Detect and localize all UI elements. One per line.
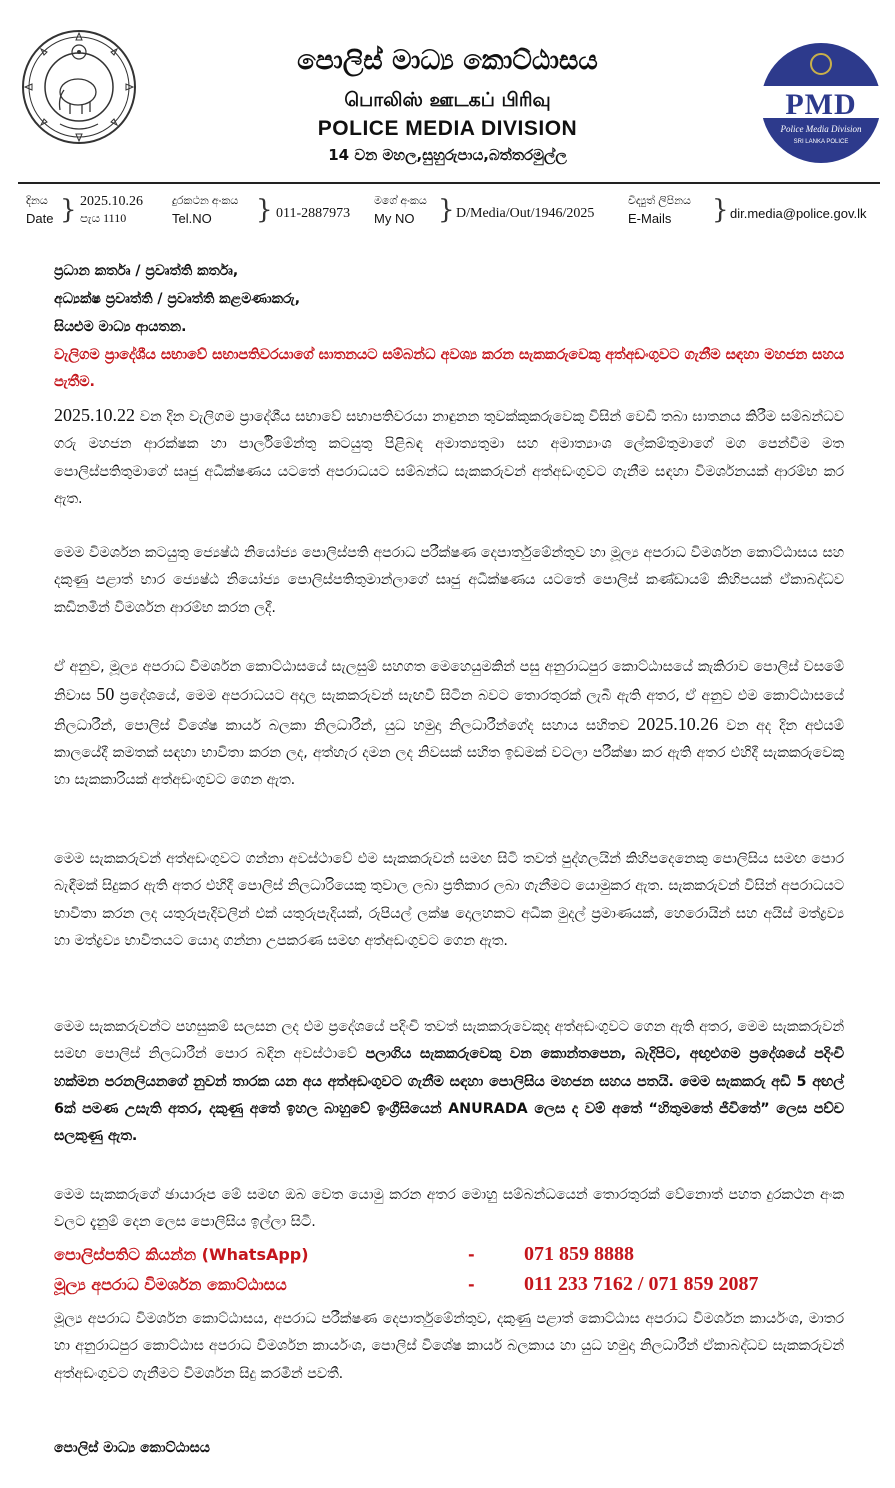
- tel-bracket: }: [256, 195, 273, 225]
- myno-label: මගේ අංකය My NO: [374, 195, 427, 226]
- header-divider: [18, 182, 880, 184]
- email-label: විද්‍යුත් ලිපිනය E-Mails: [628, 195, 691, 226]
- contact-label: මූල්‍ය අපරාධ විමර්ශන කොට්ඨාසය: [54, 1275, 287, 1294]
- addressee-line-1: ප්‍රධාන කර්තෘ / ප්‍රවෘත්ති කර්තෘ,: [54, 263, 239, 279]
- tel-value: 011-2887973: [276, 206, 351, 221]
- paragraph-3: ඒ අනුව, මූල්‍ය අපරාධ විමර්ශන කොට්ඨාසයේ සැලසුම් සහගත මෙහෙයුමකින් පසු අනුරාධපුර කොට්ඨාසයේ කැකිරාව පොලිස් වසමේ නිවාස 50 ප්‍රදේශයේ, මෙම අපරාධයට අදාල සැකකරුවන් සැඟවී සිටින බවට තොරතුරක් ලැබී ඇති අතර, ඒ අනුව එම කොට්ඨාසයේ නිලධාරීන්, පොලිස් විශේෂ කාර්ය බලකා නිලධාරීන්, යුධ හමුදා නිලධාරීන්ගේද සහාය සහිතව 2025.10.26 වන අද දින අළුයම් කාලයේදී කමතක් සඳහා භාවිතා කරන ලද, අත්හැර දමන ලද නිවසක් සහිත ඉඩමක් වටලා පරීක්ෂා කර ඇති අතර එහිදී සැකකරුවෙකු හා සැකකාරියක් අත්අඩංගුවට ගෙන ඇත.: [54, 659, 844, 789]
- header-title-sinhala: පොලිස් මාධ්‍ය කොට්ඨාසය: [297, 45, 598, 76]
- contact-number[interactable]: 011 233 7162 / 071 859 2087: [524, 1273, 759, 1295]
- contact-number[interactable]: 071 859 8888: [524, 1243, 634, 1265]
- header-title-tamil: பொலிஸ் ஊடகப் பிரிவு: [344, 89, 551, 111]
- pmd-logo-subtext: Police Media Division: [780, 124, 862, 134]
- paragraph-5: මෙම සැකකරුවන්ට පහසුකම් සලසන ලද එම ප්‍රදේශයේ පදිංචි තවත් සැකකරුවෙකුද අත්අඩංගුවට ගෙන ඇති අතර, මෙම සැකකරුවන් සමඟ පොලිස් නිලධාරීන් පොර බඳින අවස්ථාවේ පලාගිය සැකකරුවෙකු වන කොන්තපෙන, බැදිපිට, අඟුළුගම ප්‍රදේශයේ පදිංචි හක්මන පරනලියනගේ නුවන් තාරක යන අය අත්අඩංගුවට ගැනීම සඳහා පොලිසිය මහජන සහය පතයි. මෙම සැකකරු අඩි 5 අඟල් 6ක් පමණ උසැති අතර, දකුණු අතේ ඉහල බාහුවේ ඉංග්‍රීසියෙන් ANURADA ලෙස ද වම් අතේ “හිතුමතේ ජීවිතේ” ලෙස පච්ච සලකුණු ඇත.: [54, 1019, 845, 1145]
- contact-dash: -: [468, 1245, 475, 1264]
- contact-dash: -: [468, 1275, 475, 1294]
- header-address: 14 වන මහල,සුහුරුපාය,බත්තරමුල්ල: [328, 146, 567, 164]
- addressee-line-3: සියළුම මාධ්‍ය ආයතන.: [54, 319, 187, 335]
- date-value: 2025.10.26 පැය 1110: [80, 194, 143, 225]
- contact-row-whatsapp: [54, 1245, 854, 1273]
- pmd-logo-footer: SRI LANKA POLICE: [793, 139, 849, 145]
- myno-bracket: }: [438, 195, 455, 225]
- date-bracket: }: [60, 195, 77, 225]
- email-value[interactable]: dir.media@police.gov.lk: [730, 206, 867, 221]
- pmd-logo: [756, 38, 886, 168]
- tel-label: දුරකථන අංකය Tel.NO: [172, 195, 239, 226]
- subject-heading: වැලිගම ප්‍රාදේශීය සභාවේ සභාපතිවරයාගේ ඝාතනයට සම්බන්ධ අවශ්‍ය කරන සැකකරුවෙකු අත්අඩංගුවට ගැනීම සඳහා මහජන සහය පැතීම.: [54, 347, 844, 391]
- header-title-english: POLICE MEDIA DIVISION: [317, 117, 578, 140]
- email-bracket: }: [712, 195, 729, 225]
- addressee-line-2: අධ්‍යක්ෂ ප්‍රවෘත්ති / ප්‍රවෘත්ති කළමණාකරු,: [54, 291, 301, 307]
- paragraph-6: මෙම සැකකරුගේ ඡායාරූප මේ සමඟ ඔබ වෙත යොමු කරන අතර මොහු සම්බන්ධයෙන් තොරතුරක් වේනොත් පහත දුරකථන අංක වලට දැනුම් දෙන ලෙස පොලිසිය ඉල්ලා සිටී.: [54, 1187, 844, 1231]
- paragraph-7: මූල්‍ය අපරාධ විමර්ශන කොට්ඨාසය, අපරාධ පරීක්ෂණ දෙපාර්තුමේන්තුව, දකුණු පළාත් කොට්ඨාස අපරාධ විමර්ශන කාර්යංශ, මාතර හා අනුරාධපුර කොට්ඨාස අපරාධ විමර්ශන කාර්යංශ, පොලිස් විශේෂ කාර්ය බලකාය හා යුධ හමුදා නිලධාරීන් ඒකාබද්ධව සැකකරුවන් අත්අඩංගුවට ගැනීමට විමර්ශන සිදු කරමින් පවතී.: [54, 1311, 844, 1382]
- contact-label: පොලිස්පතිට කියන්න (WhatsApp): [54, 1245, 309, 1264]
- pmd-logo-text: PMD: [785, 88, 857, 121]
- myno-value: D/Media/Out/1946/2025: [456, 206, 595, 221]
- contact-row-fcid: [54, 1275, 854, 1303]
- paragraph-2: මෙම විමර්ශන කටයුතු ජ්‍යෙෂ්ඨ නියෝජ්‍ය පොලිස්පති අපරාධ පරීක්ෂණ දෙපාර්තුමේන්තුව හා මූල්‍ය අපරාධ විමර්ශන කොට්ඨාසය සහ දකුණු පළාත් භාර ජ්‍යෙෂ්ඨ නියෝජ්‍ය පොලිස්පතිතුමාන්ලාගේ සෘජු අධීක්ෂණය යටතේ පොලිස් කණ්ඩායම් කිහිපයක් ඒකාබද්ධව කඩිනමින් විමර්ශන ආරම්භ කරන ලදී.: [54, 545, 844, 616]
- signature: පොලිස් මාධ්‍ය කොට්ඨාසය: [54, 1440, 210, 1456]
- paragraph-1: 2025.10.22 වන දින වැලිගම ප්‍රාදේශීය සභාවේ සභාපතිවරයා නාඳුනන තුවක්කුකරුවෙකු විසින් වෙඩි තබා ඝාතනය කිරීම සම්බන්ධව ගරු මහජන ආරක්ෂක හා පාර්ලිමේන්තු කටයුතු පිළිබඳ අමාත්‍යතුමා සහ අමාත්‍යාංශ ලේකම්තුමාගේ මග පෙන්වීම මත පොලිස්පතිතුමාගේ සෘජු අධීක්ෂණය යටතේ අපරාධයට සම්බන්ධ සැකකරුවන් අත්අඩංගුවට ගැනීම සඳහා විමර්ශනයක් ආරම්භ කර ඇත.: [54, 405, 844, 507]
- date-label: දිනය Date: [26, 195, 54, 226]
- paragraph-4: මෙම සැකකරුවන් අත්අඩංගුවට ගන්නා අවස්ථාවේ එම සැකකරුවන් සමඟ සිටි තවත් පුද්ගලයින් කිහිපදෙනෙකු පොලිසිය සමඟ පොර බැඳීමක් සිදුකර ඇති අතර එහිදී පොලිස් නිලධාරියෙකු තුවාල ලබා ප්‍රතිකාර ලබා ගැනීමට යොමුකර ඇත. සැකකරුවන් විසින් අපරාධයට භාවිතා කරන ලද යතුරුපැදිවලින් එක් යතුරුපැදියක්, රුපියල් ලක්ෂ දොලහකට අධික මුදල් ප්‍රමාණයක්, හෙරොයින් සහ අයිස් මත්ද්‍රව්‍ය හා මත්ද්‍රව්‍ය භාවිතයට යොදා ගන්නා උපකරණ සමඟ අත්අඩංගුවට ගෙන ඇත.: [54, 851, 844, 949]
